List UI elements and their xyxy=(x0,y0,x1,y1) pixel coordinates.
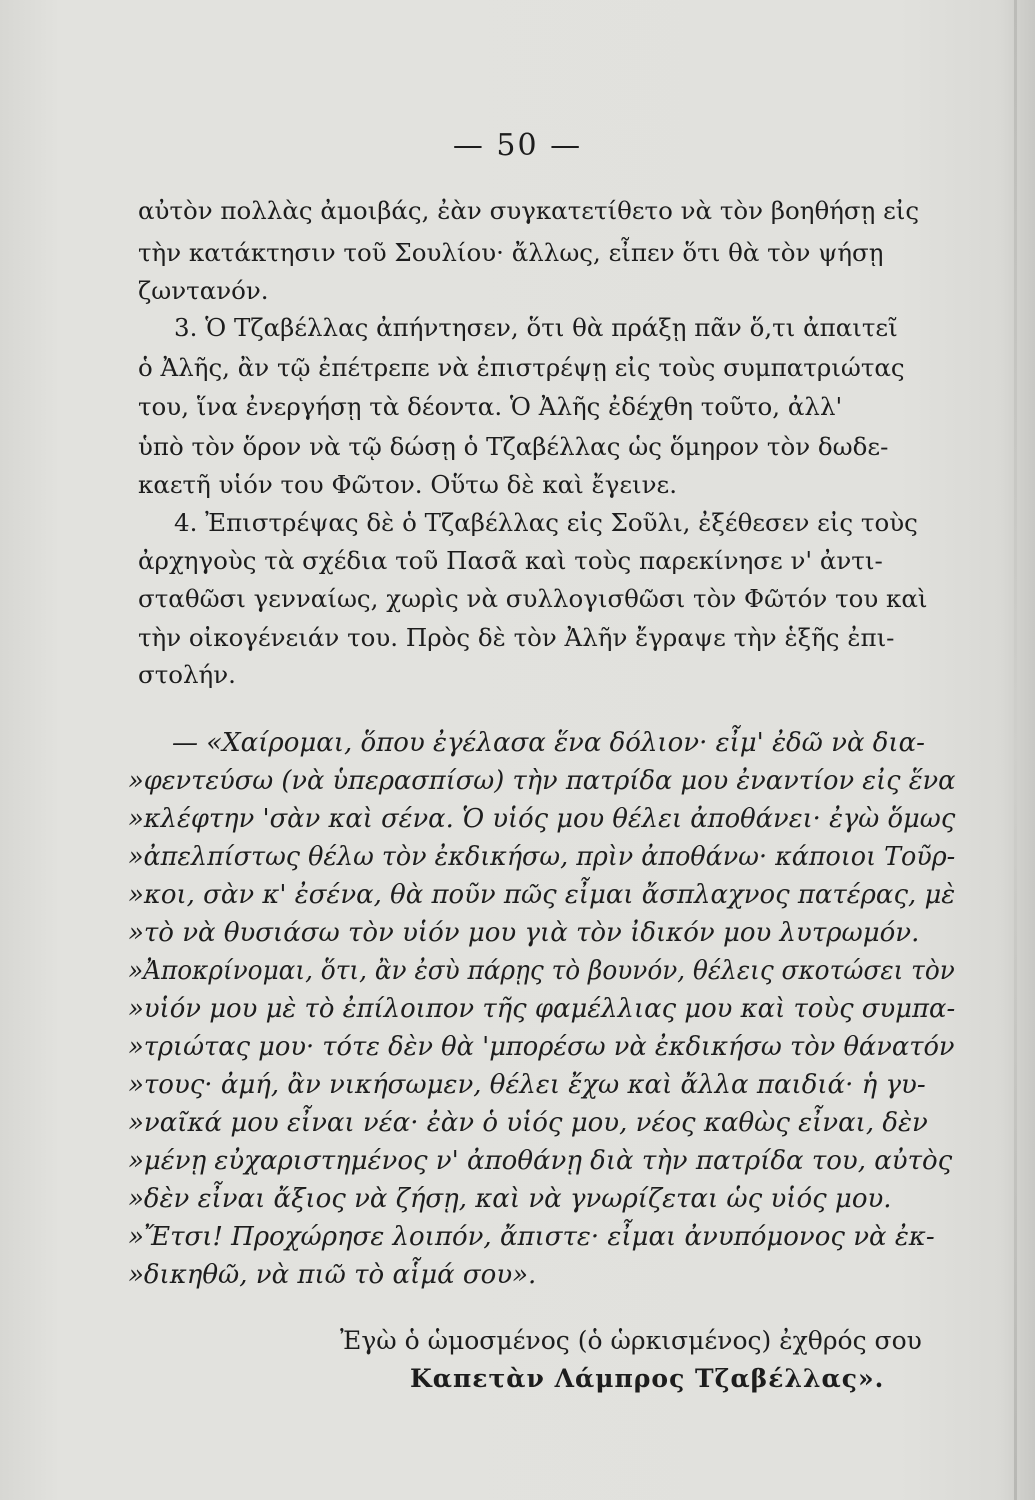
body-line: ὑπὸ τὸν ὅρον νὰ τῷ δώσῃ ὁ Τζαβέλλας ὡς ὅμηρον τὸν δωδε- xyxy=(138,432,889,461)
body-line: τὴν οἰκογένειάν του. Πρὸς δὲ τὸν Ἀλῆν ἔγραψε τὴν ἑξῆς ἐπι- xyxy=(138,623,895,652)
page-edge xyxy=(1014,0,1017,1500)
body-line: καετῆ υἱόν του Φῶτον. Οὕτω δὲ καὶ ἔγεινε. xyxy=(138,470,678,499)
body-line: τὴν κατάκτησιν τοῦ Σουλίου· ἄλλως, εἶπεν ὅτι θὰ τὸν ψήσῃ xyxy=(138,238,884,267)
letter-line: »τριώτας μου· τότε δὲν θὰ 'μπορέσω νὰ ἐκδικήσω τὸν θάνατόν xyxy=(128,1032,955,1062)
body-line: ἀρχηγοὺς τὰ σχέδια τοῦ Πασᾶ καὶ τοὺς παρεκίνησε ν' ἀντι- xyxy=(138,546,883,575)
closing-line: Ἐγὼ ὁ ὡμοσμένος (ὁ ὡρκισμένος) ἐχθρός σου xyxy=(340,1326,922,1355)
letter-line: »τὸ νὰ θυσιάσω τὸν υἱόν μου γιὰ τὸν ἰδικόν μου λυτρωμόν. xyxy=(128,918,920,948)
letter-line: »ἀπελπίστως θέλω τὸν ἐκδικήσω, πρὶν ἀποθάνω· κάποιοι Τοῦρ- xyxy=(128,842,956,872)
body-line: στολήν. xyxy=(138,660,236,689)
body-line: αὐτὸν πολλὰς ἀμοιβάς, ἐὰν συγκατετίθετο νὰ τὸν βοηθήσῃ εἰς xyxy=(138,196,920,225)
body-line: 3. Ὁ Τζαβέλλας ἀπήντησεν, ὅτι θὰ πράξῃ πᾶν ὅ,τι ἀπαιτεῖ xyxy=(174,313,898,342)
letter-line: »Ἔτσι! Προχώρησε λοιπόν, ἄπιστε· εἶμαι ἀνυπόμονος νὰ ἐκ- xyxy=(128,1222,935,1252)
letter-line: — «Χαίρομαι, ὅπου ἐγέλασα ἕνα δόλιον· εἶμ' ἐδῶ νὰ δια- xyxy=(172,728,925,758)
letter-line: »κλέφτην 'σὰν καὶ σένα. Ὁ υἱός μου θέλει ἀποθάνει· ἐγὼ ὅμως xyxy=(128,804,956,834)
letter-line: »δὲν εἶναι ἄξιος νὰ ζήσῃ, καὶ νὰ γνωρίζεται ὡς υἱός μου. xyxy=(128,1184,892,1214)
letter-line: »Ἀποκρίνομαι, ὅτι, ἂν ἐσὺ πάρῃς τὸ βουνόν, θέλεις σκοτώσει τὸν xyxy=(128,956,955,986)
letter-line: »ναῖκά μου εἶναι νέα· ἐὰν ὁ υἱός μου, νέος καθὼς εἶναι, δὲν xyxy=(128,1108,928,1138)
letter-line: »τους· ἀμή, ἂν νικήσωμεν, θέλει ἔχω καὶ ἄλλα παιδιά· ἡ γυ- xyxy=(128,1070,926,1100)
body-line: 4. Ἐπιστρέψας δὲ ὁ Τζαβέλλας εἰς Σοῦλι, ἐξέθεσεν εἰς τοὺς xyxy=(174,508,918,537)
body-line: του, ἵνα ἐνεργήσῃ τὰ δέοντα. Ὁ Ἀλῆς ἐδέχθη τοῦτο, ἀλλ' xyxy=(138,392,843,421)
letter-line: »κοι, σὰν κ' ἐσένα, θὰ ποῦν πῶς εἶμαι ἄσπλαχνος πατέρας, μὲ xyxy=(128,880,956,910)
page-number: — 50 — xyxy=(452,128,583,163)
body-line: σταθῶσι γενναίως, χωρὶς νὰ συλλογισθῶσι τὸν Φῶτόν του καὶ xyxy=(138,584,928,613)
body-line: ὁ Ἀλῆς, ἂν τῷ ἐπέτρεπε νὰ ἐπιστρέψῃ εἰς τοὺς συμπατριώτας xyxy=(138,353,905,382)
signature: Καπετὰν Λάμπρος Τζαβέλλας». xyxy=(410,1364,885,1393)
letter-line: »φεντεύσω (νὰ ὑπερασπίσω) τὴν πατρίδα μου ἐναντίον εἰς ἕνα xyxy=(128,766,956,796)
letter-line: »υἱόν μου μὲ τὸ ἐπίλοιπον τῆς φαμέλλιας μου καὶ τοὺς συμπα- xyxy=(128,994,956,1024)
letter-line: »μένῃ εὐχαριστημένος ν' ἀποθάνῃ διὰ τὴν πατρίδα του, αὐτὸς xyxy=(128,1146,953,1176)
body-line: ζωντανόν. xyxy=(138,276,269,305)
letter-line: »δικηθῶ, νὰ πιῶ τὸ αἷμά σου». xyxy=(128,1260,537,1290)
